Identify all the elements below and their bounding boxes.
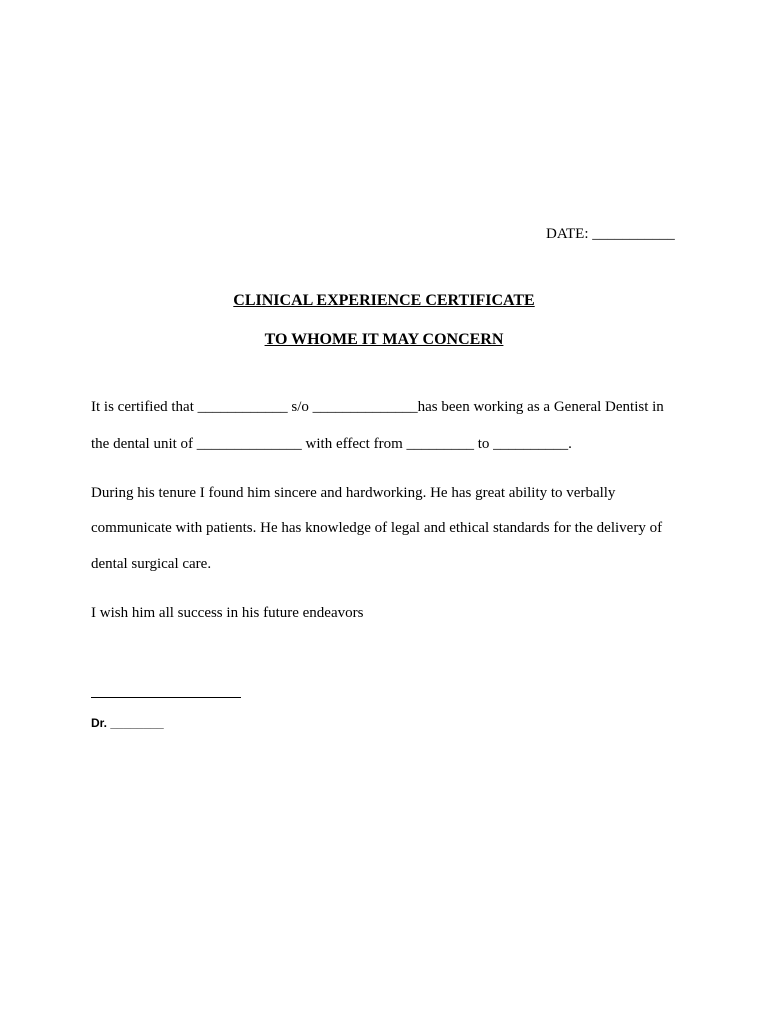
tenure-line-3: dental surgical care. (91, 556, 212, 572)
tenure-line-1: During his tenure I found him sincere and hardworking. He has great ability to verbally (91, 485, 616, 501)
closing-line: I wish him all success in his future endeavors (91, 605, 364, 621)
certificate-subtitle: TO WHOME IT MAY CONCERN (264, 331, 504, 348)
date-field: DATE: ___________ (546, 226, 675, 242)
signature-line (91, 697, 241, 698)
certification-line-2: the dental unit of ______________ with effect from _________ to __________. (91, 436, 572, 452)
certification-line-1: It is certified that ____________ s/o ______________has been working as a General Dentist in (91, 399, 664, 415)
tenure-line-2: communicate with patients. He has knowledge of legal and ethical standards for the delivery of (91, 520, 663, 536)
certificate-title: CLINICAL EXPERIENCE CERTIFICATE (233, 292, 535, 309)
doctor-name-label: Dr. ________ (91, 716, 164, 730)
